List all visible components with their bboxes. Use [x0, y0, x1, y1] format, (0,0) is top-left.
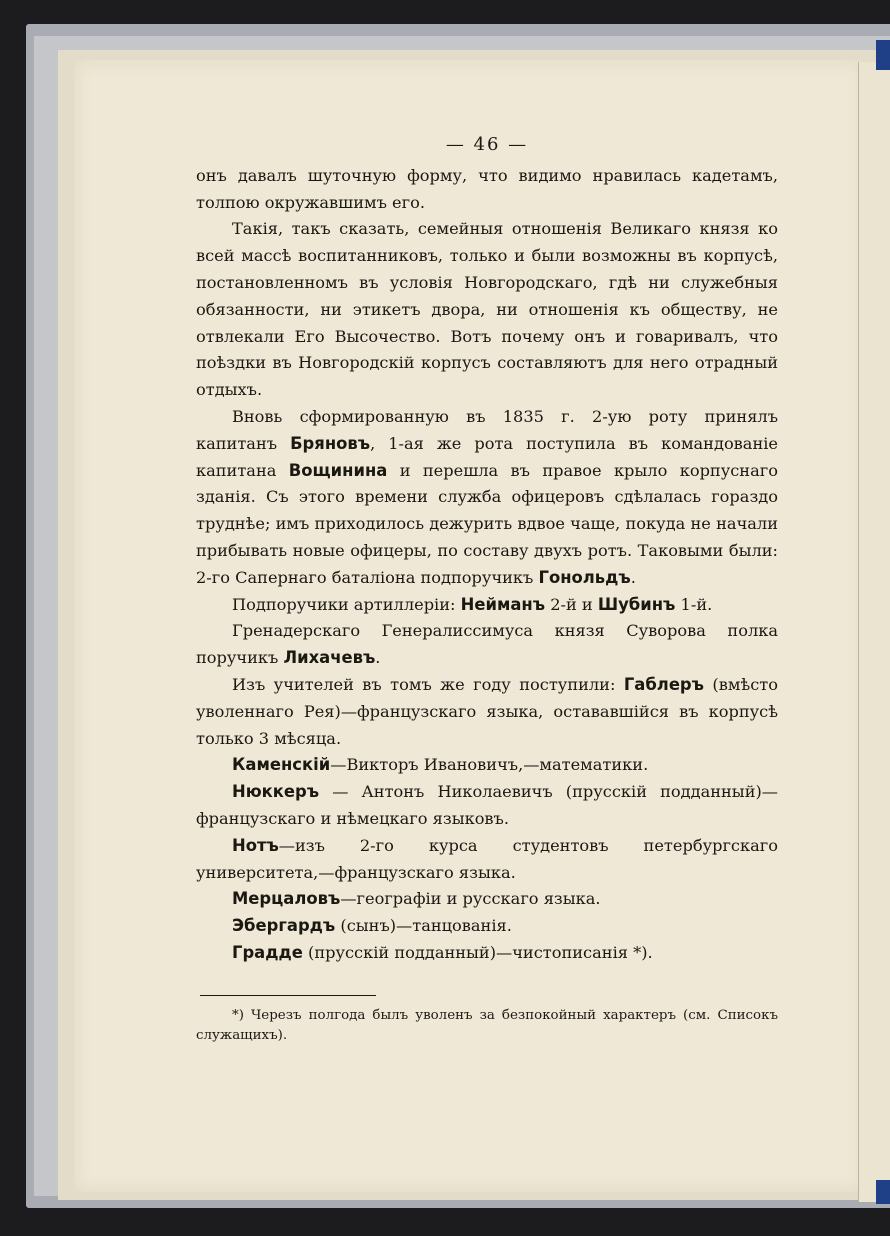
adjacent-page-edge — [858, 62, 890, 1202]
teacher-entry-mertsalov-text: —географіи и русскаго языка. — [340, 889, 601, 909]
teacher-entry-not-text: —изъ 2-го курса студентовъ петербургскаго университета,—французскаго языка. — [196, 835, 778, 882]
person-name-voshchinin: Вощинина — [288, 460, 388, 480]
paragraph-4-text-c: 1-й. — [680, 594, 713, 614]
paragraph-4 — [196, 592, 778, 619]
teacher-entry-not — [196, 833, 778, 887]
teacher-entry-kamensky — [196, 752, 778, 779]
paragraph-5 — [196, 618, 778, 672]
blue-tab-bottom — [876, 1180, 890, 1204]
paragraph-3-text-b: , 1-ая же рота поступила въ командованіе капитана — [196, 433, 778, 480]
paragraph-6-text-a: Изъ учителей въ томъ же году поступили: — [232, 674, 616, 694]
person-name-gabler: Габлеръ — [623, 674, 704, 694]
paragraph-3 — [196, 404, 778, 592]
person-name-shubin: Шубинъ — [597, 594, 676, 614]
paragraph-6 — [196, 672, 778, 752]
teacher-entry-gradde-text: (прусскій подданный)—чистописанія *). — [308, 942, 653, 962]
person-name-gonold: Гонольдъ — [538, 567, 631, 587]
paragraph-4-text-a: Подпоручики артиллеріи: — [232, 594, 456, 614]
blue-tab-top — [876, 40, 890, 70]
person-name-likhachev: Лихачевъ — [283, 648, 376, 668]
teacher-entry-ebergard-text: (сынъ)—танцованія. — [340, 916, 512, 936]
paragraph-4-text-b: 2-й и — [550, 594, 593, 614]
footnote: *) Черезъ полгода былъ уволенъ за безпокойный характеръ (см. Списокъ служащихъ). — [196, 1007, 778, 1043]
paragraph-5-text-a: Гренадерскаго Генералиссимуса князя Суворова полка поручикъ — [196, 621, 778, 668]
footnote-divider — [200, 995, 376, 996]
paragraph-6-text-b: (вмѣсто уволеннаго Рея)—французскаго языка, остававшійся въ корпусѣ только 3 мѣсяца. — [196, 674, 778, 748]
page-text — [196, 132, 778, 1046]
paragraph-3-text-a: Вновь сформированную въ 1835 г. 2-ую роту принялъ капитанъ — [196, 406, 778, 453]
paragraph-5-end: . — [375, 648, 381, 668]
person-name-ebergard: Эбергардъ — [232, 916, 336, 936]
person-name-bryanov: Бряновъ — [290, 433, 371, 453]
person-name-kamensky: Каменскій — [232, 755, 331, 775]
paragraph-3-text-c: и перешла въ правое крыло корпуснаго зданія. Съ этого времени служба офицеровъ сдѣлалась гораздо труднѣе; имъ приходилось дежурить вдвое чаще, покуда не начали прибывать новые офицеры, по составу двухъ ротъ. Таковыми были: 2-го Сапернаго баталіона подпоручикъ — [196, 460, 778, 587]
teacher-entry-kamensky-text: —Викторъ Ивановичъ,—математики. — [330, 755, 649, 775]
paragraph-1: онъ давалъ шуточную форму, что видимо нравилась кадетамъ, толпою окружавшимъ его. — [196, 165, 778, 212]
page-number: — 46 — — [445, 134, 529, 155]
teacher-entry-nyukker — [196, 779, 778, 833]
teacher-entry-ebergard — [196, 913, 778, 940]
person-name-nyukker: Нюккеръ — [232, 782, 320, 802]
person-name-gradde: Градде — [232, 942, 303, 962]
person-name-mertsalov: Мерцаловъ — [232, 889, 341, 909]
person-name-not: Нотъ — [232, 835, 279, 855]
person-name-neiman: Нейманъ — [460, 594, 546, 614]
teacher-entry-nyukker-text: — Антонъ Николаевичъ (прусскій подданный)—французскаго и нѣмецкаго языковъ. — [196, 782, 778, 828]
paragraph-2: Такія, такъ сказать, семейныя отношенія Великаго князя ко всей массѣ воспитанниковъ, только и были возможны въ корпусѣ, постановленномъ въ условія Новгородскаго, гдѣ ни служебныя обязанности, ни этикетъ двора, ни отношенія къ обществу, не отвлекали Его Высочество. Вотъ почему онъ и говаривалъ, что поѣздки въ Новгородскій корпусъ составляютъ для него отрадный отдыхъ. — [196, 219, 778, 400]
paragraph-3-end: . — [630, 567, 636, 587]
teacher-entry-gradde — [196, 940, 778, 967]
teacher-entry-mertsalov — [196, 886, 778, 913]
